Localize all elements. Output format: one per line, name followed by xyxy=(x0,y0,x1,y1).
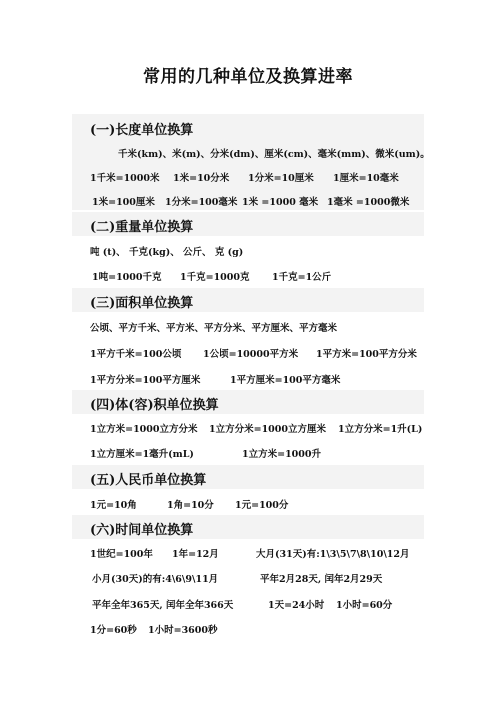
time-fact: 小月(30天)的有:4\6\9\11月 xyxy=(92,574,219,585)
area-fact: 1平方厘米=100平方毫米 xyxy=(230,375,341,386)
weight-line-1 xyxy=(92,269,422,283)
time-fact: 平年全年365天, 闰年全年366天 xyxy=(92,600,234,611)
time-fact: 1天=24小时 xyxy=(268,600,325,611)
time-fact: 1小时=60分 xyxy=(336,600,393,611)
section-area-heading: (三)面积单位换算 xyxy=(90,296,194,311)
volume-fact: 1立方厘米=1毫升(mL) xyxy=(90,449,194,460)
length-units-intro: 千米(km)、米(m)、分米(dm)、厘米(cm)、毫米(mm)、微米(um)。 xyxy=(118,149,430,160)
length-fact: 1分米=100毫米 xyxy=(165,197,238,208)
time-fact: 1小时=3600秒 xyxy=(148,625,218,636)
length-fact: 1分米=10厘米 xyxy=(248,173,314,184)
weight-fact: 1吨=1000千克 xyxy=(92,272,162,283)
page-title: 常用的几种单位及换算进率 xyxy=(143,67,353,87)
length-fact: 1米=100厘米 xyxy=(92,197,155,208)
area-fact: 1平方米=100平方分米 xyxy=(316,349,417,360)
area-line-1 xyxy=(90,346,430,360)
time-line-3 xyxy=(92,597,432,611)
area-units-intro: 公顷、平方千米、平方米、平方分米、平方厘米、平方毫米 xyxy=(90,323,338,334)
length-fact: 1米=10分米 xyxy=(173,173,230,184)
time-line-2 xyxy=(92,571,432,585)
section-volume-heading: (四)体(容)积单位换算 xyxy=(90,398,219,413)
currency-fact: 1元=100分 xyxy=(235,500,289,511)
volume-line-2 xyxy=(90,446,430,460)
area-fact: 1平方分米=100平方厘米 xyxy=(90,375,201,386)
currency-fact: 1角=10分 xyxy=(167,500,214,511)
section-time-heading: (六)时间单位换算 xyxy=(90,523,194,538)
volume-fact: 1立方分米=1000立方厘米 xyxy=(209,424,327,435)
area-line-2 xyxy=(90,372,430,386)
weight-units-intro: 吨 (t)、 千克(kg)、 公斤、 克 (g) xyxy=(90,247,244,258)
time-fact: 1年=12月 xyxy=(172,549,219,560)
weight-fact: 1千克=1000克 xyxy=(180,272,250,283)
area-fact: 1公顷=10000平方米 xyxy=(203,349,299,360)
length-line-1 xyxy=(90,170,430,184)
time-fact: 1分=60秒 xyxy=(90,625,137,636)
time-fact: 平年2月28天, 闰年2月29天 xyxy=(260,574,383,585)
length-fact: 1毫米 =1000微米 xyxy=(327,197,410,208)
section-weight-heading: (二)重量单位换算 xyxy=(90,220,194,235)
volume-fact: 1立方米=1000升 xyxy=(242,449,322,460)
length-fact: 1千米=1000米 xyxy=(90,173,160,184)
length-fact: 1厘米=10毫米 xyxy=(333,173,399,184)
length-fact: 1米 =1000 毫米 xyxy=(242,197,319,208)
currency-line-1 xyxy=(90,497,430,511)
length-line-2 xyxy=(92,194,432,208)
area-fact: 1平方千米=100公顷 xyxy=(90,349,182,360)
weight-fact: 1千克=1公斤 xyxy=(272,272,332,283)
section-currency-heading: (五)人民币单位换算 xyxy=(90,473,207,488)
time-fact: 大月(31天)有:1\3\5\7\8\10\12月 xyxy=(256,549,410,560)
time-line-1 xyxy=(90,546,430,560)
section-length-heading: (一)长度单位换算 xyxy=(90,123,194,138)
volume-fact: 1立方分米=1升(L) xyxy=(338,424,423,435)
volume-line-1 xyxy=(90,421,430,435)
time-fact: 1世纪=100年 xyxy=(90,549,153,560)
currency-fact: 1元=10角 xyxy=(90,500,137,511)
volume-fact: 1立方米=1000立方分米 xyxy=(90,424,198,435)
time-line-4 xyxy=(90,622,430,636)
